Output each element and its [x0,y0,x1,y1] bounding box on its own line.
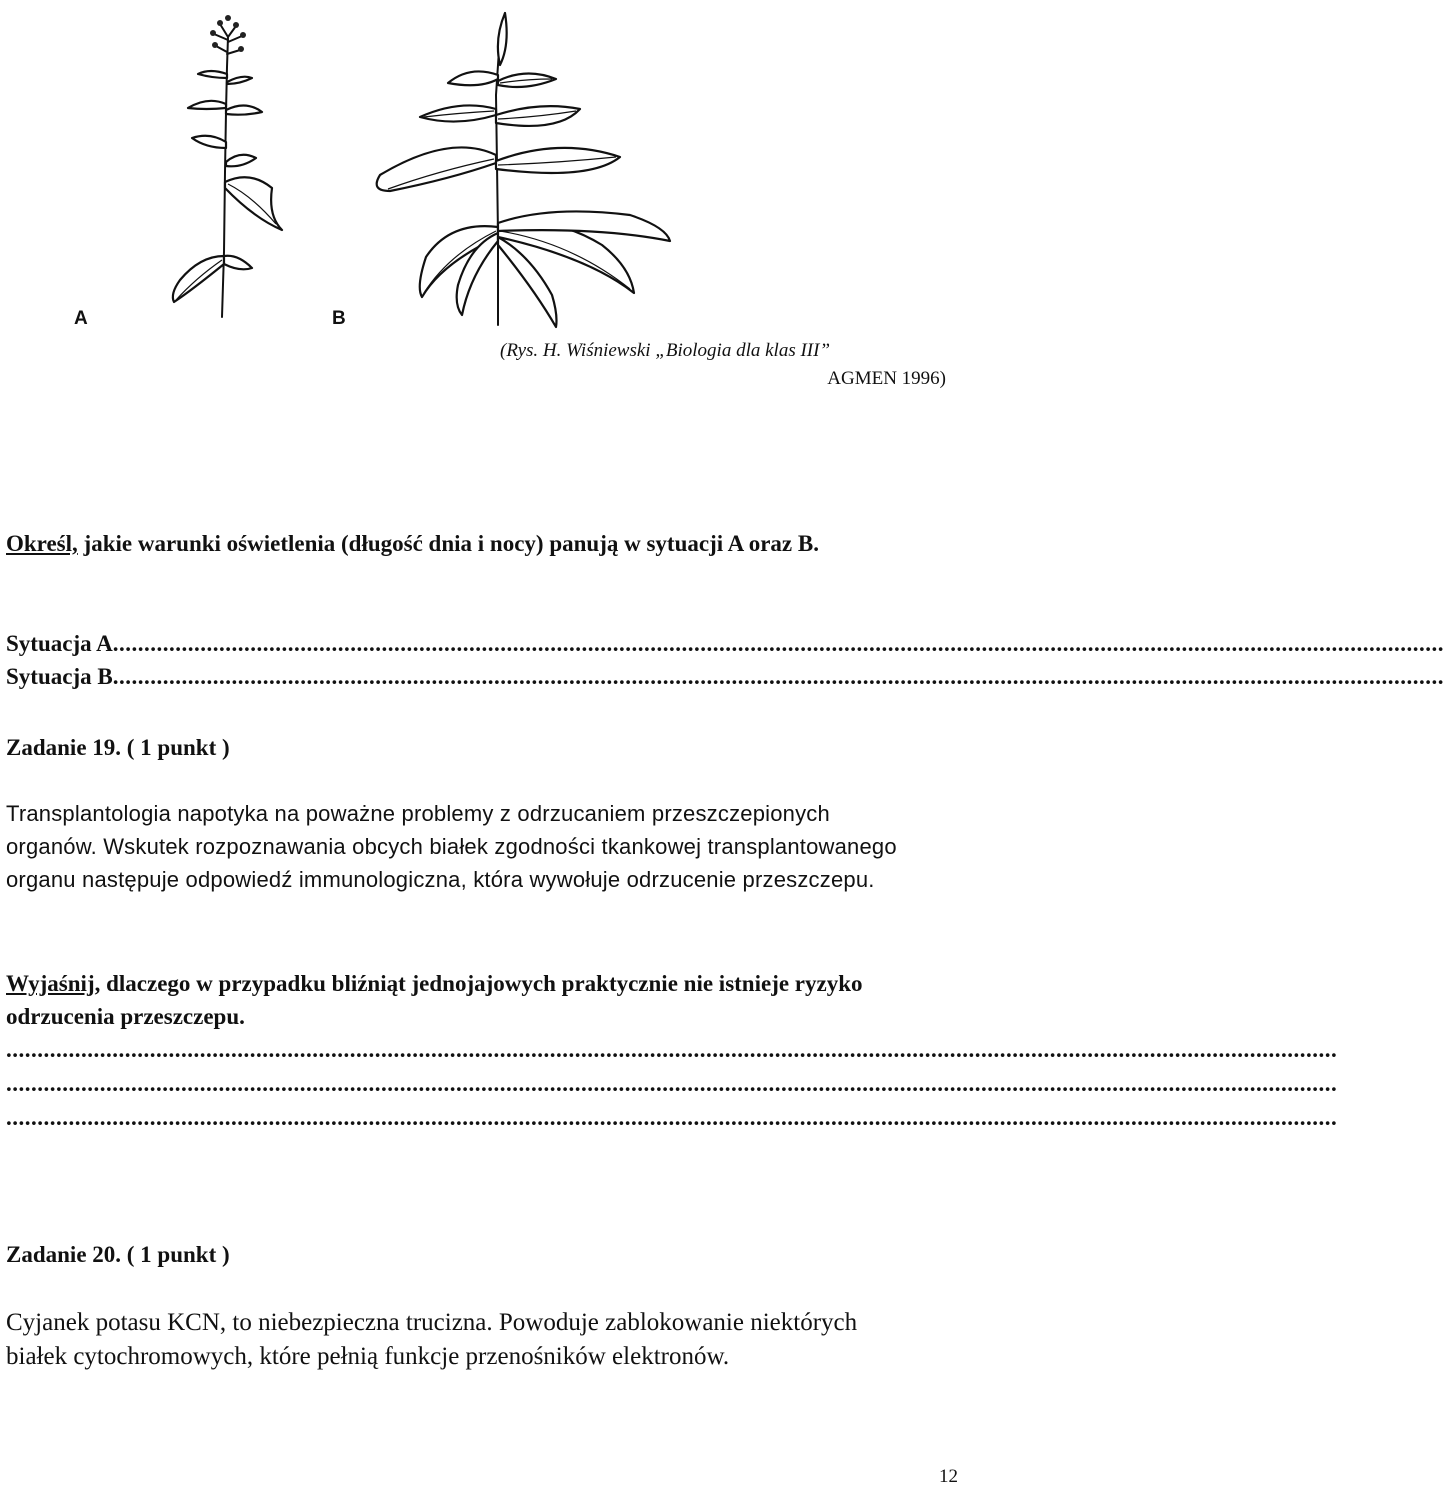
figure-label-a: A [74,308,88,329]
task20-text: Cyjanek potasu KCN, to niebezpieczna trucizna. Powoduje zablokowanie niektórych białek cytochromowych, które pełnią funkcje przenośników elektronów. [6,1309,858,1370]
caption-prefix: ( [500,340,507,361]
task19-answer-line-1[interactable]: ..................................................................................................................................................................................................................... [6,1037,1338,1062]
situation-b-answer-line[interactable] [6,664,1444,690]
plant-b-illustration [330,5,690,330]
caption-publisher: AGMEN 1996) [827,368,946,389]
figure-caption [500,340,830,362]
situation-a-answer-line[interactable] [6,631,1444,657]
task18-instruction-verb: Określ, [6,531,78,556]
task20-heading: Zadanie 20. ( 1 punkt ) [6,1242,230,1267]
plant-a-illustration [170,12,290,322]
task19-heading: Zadanie 19. ( 1 punkt ) [6,735,230,760]
situation-a-dots: ..................................................................................................................................................................................................................... [112,631,1444,656]
task18-instruction [6,527,956,560]
situation-b-dots: ..................................................................................................................................................................................................................... [112,664,1444,689]
task19-instruction [6,967,956,1033]
task19-instruction-verb: Wyjaśnij [6,971,95,996]
task18-instruction-rest: jakie warunki oświetlenia (długość dnia i nocy) panują w sytuacji A oraz B. [77,531,819,556]
caption-source: Rys. H. Wiśniewski „Biologia dla klas III” [506,340,831,361]
page-number: 12 [939,1466,958,1487]
task19-text: Transplantologia napotyka na poważne problemy z odrzucaniem przeszczepionych organów. Wskutek rozpoznawania obcych białek zgodności tkankowej transplantowanego organu następuje odpowiedź immunologiczna, która wywołuje odrzucenie przeszczepu. [6,801,897,892]
task19-answer-line-2[interactable]: ..................................................................................................................................................................................................................... [6,1071,1338,1096]
situation-b-label: Sytuacja B [6,664,113,689]
figure-label-b: B [332,308,346,329]
figure [60,0,700,340]
task19-answer-line-3[interactable]: ..................................................................................................................................................................................................................... [6,1105,1338,1130]
task19-instruction-rest: , dlaczego w przypadku bliźniąt jednojajowych praktycznie nie istnieje ryzyko odrzucenia przeszczepu. [6,971,863,1029]
situation-a-label: Sytuacja A [6,631,113,656]
